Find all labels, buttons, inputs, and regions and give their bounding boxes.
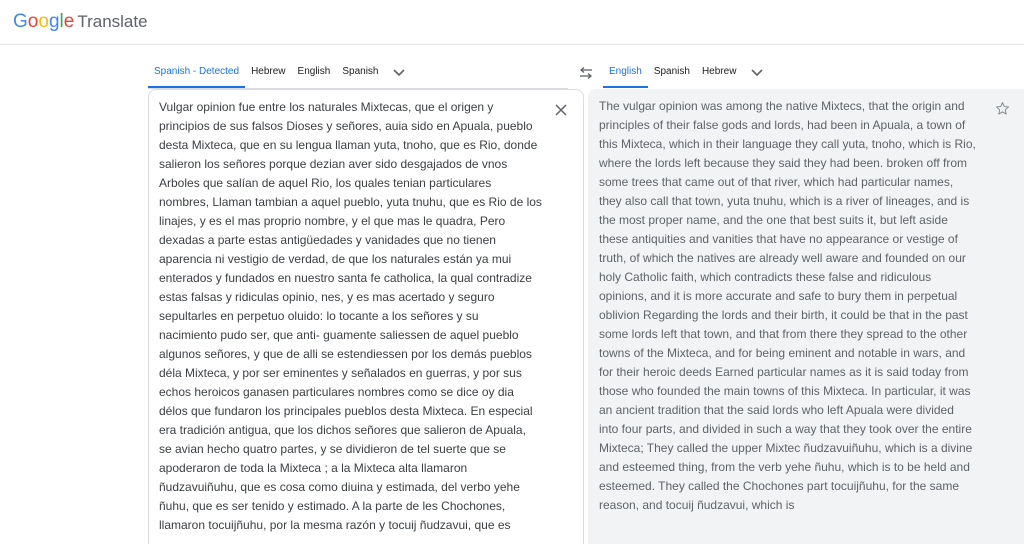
app-header [0,0,1024,45]
target-tab-hebrew[interactable]: Hebrew [701,66,737,77]
source-tab-detected[interactable]: Spanish - Detected [148,58,245,88]
target-tab-spanish[interactable]: Spanish [653,66,690,77]
target-tab-english[interactable]: English [603,58,648,88]
logo-letter: g [48,11,60,32]
logo-letter: G [13,11,28,32]
chevron-down-icon[interactable] [384,58,414,88]
source-tab-english[interactable]: English [297,66,331,77]
source-language-bar [148,58,568,89]
source-text-panel [148,89,584,544]
source-tab-hebrew[interactable]: Hebrew [251,66,286,77]
swap-arrows-icon[interactable] [576,63,596,83]
close-icon[interactable] [551,100,571,120]
chevron-down-icon[interactable] [742,58,772,88]
product-name: Translate [77,12,148,31]
google-translate-logo[interactable] [13,10,148,34]
source-text-input[interactable]: Vulgar opinion fue entre los naturales Mixtecas, que el origen y principios de sus falsos Dioses y señores, auia sido en Apuala, pueblo desta Mixteca, que en su lengua llaman yuta, tnoho, que es Rio, donde salieron los señores porque dezian aver sido desgajados de vnos Arboles que salían de aquel Rio, los quales tenian particulares nombres, Llaman tambian a aquel pueblo, yuta tnuhu, que es Rio de los linajes, y es el mas proprio nombre, y el que mas le quadra, Pero dexadas a parte estas antigüedades y vanidades que no tienen aparencia ni vestigio de verdad, de que los naturales están ya mui enterados y fundados en nuestro santa fe catholica, la qual contradize estas falsas y ridiculas opinio, nes, y es mas acertado y seguro sepultarles en perpetuo oluido: lo tocante a los señores y su nacimiento pudo ser, que anti- guamente saliessen de aquel pueblo algunos señores, y que de alli se estendiessen por los demás pueblos déla Mixteca, y por ser eminentes y señalados en guerras, y por sus echos heroicos ganasen particulares nombres como se dice oy dia délos que fundaron los principales pueblos desta Mixteca. En especial era tradición antigua, que los dichos señores que salieron de Apuala, se avian hecho quatro partes, y se dividieron de tel suerte que se apoderaron de toda la Mixteca ; a la Mixteca alta llamaron ñudzavuiñuhu, que es cosa como diuina y estimada, del verbo yehe ñuhu, que es ser tenido y estimado. A la parte de les Chochones, llamaron tocuijñuhu, por la mesma razón y tocuij ñudzavui, que es [159,100,542,532]
source-tab-spanish[interactable]: Spanish [342,66,379,77]
logo-letter: l [59,11,64,32]
star-outline-icon[interactable] [992,98,1012,118]
target-language-bar [603,58,1023,88]
logo-letter: o [38,11,49,32]
logo-letter: o [27,11,39,32]
translation-panel [588,89,1024,544]
logo-letter: e [63,11,75,32]
translation-text: The vulgar opinion was among the native Mixtecs, that the origin and principles of their false gods and lords, had been in Apuala, a town of this Mixteca, which in their language they call yuta, tnoho, which is Rio, where the lords left because they said they had been. broken off from some trees that came out of that river, which had particular names, they also call that town, yuta tnuhu, which is a river of lineages, and is the most proper name, and the one that best suits it, but left aside these antiquities and vanities that have no appearance or vestige of truth, of which the natives are already well aware and founded on our holy Catholic faith, which contradicts these false and ridiculous opinions, and it is more accurate and safe to bury them in perpetual oblivion Regarding the lords and their birth, it could be that in the past some lords left that town, and that from there they spread to the other towns of the Mixteca, and for being eminent and notable in wars, and for their heroic deeds Earned particular names as it is said today from those who founded the main towns of this Mixteca. In particular, it was an ancient tradition that the said lords who left Apuala were divided into four parts, and divided in such a way that they took over the entire Mixteca; They called the upper Mixtec ñudzavuiñuhu, which is a divine and esteemed thing, from the verb yehe ñuhu, which is to be held and esteemed. They called the Chochones part tocuijñuhu, for the same reason, and tocuij ñudzavui, which is [599,99,976,512]
